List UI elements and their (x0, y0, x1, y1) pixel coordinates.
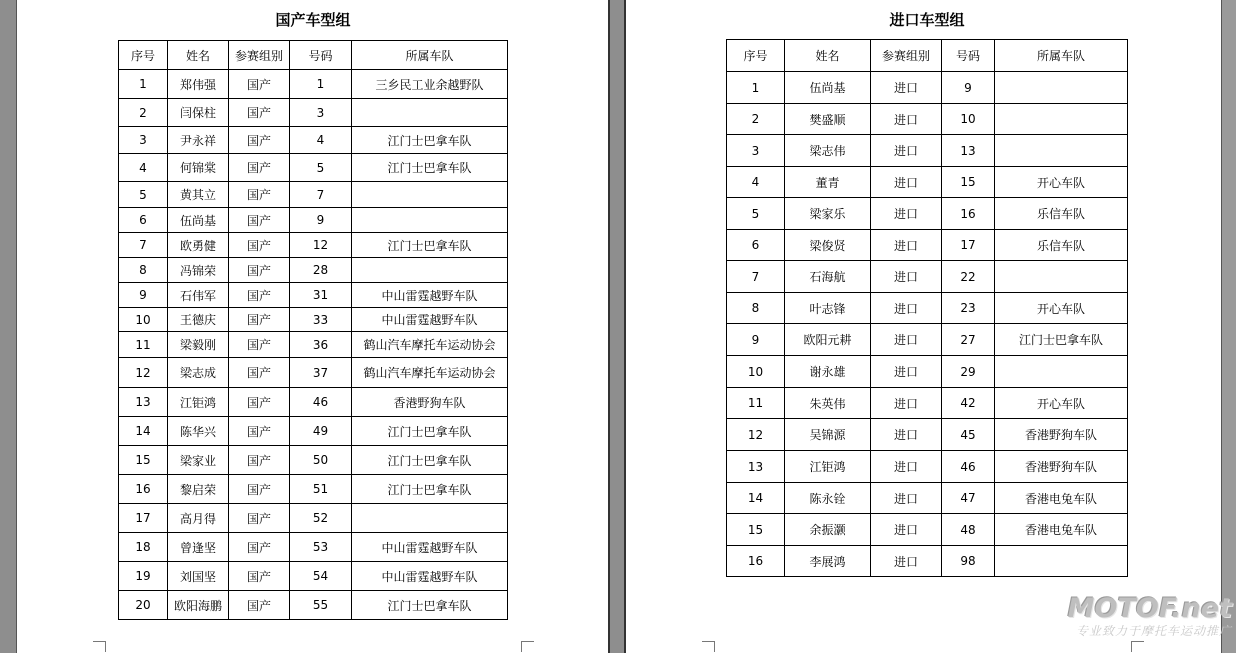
table-row (727, 546, 1128, 577)
cell-group: 进口 (871, 419, 942, 451)
cell-number: 48 (942, 514, 995, 546)
watermark-logo: MOTOF.net (1067, 593, 1232, 624)
cell-index: 16 (727, 546, 785, 577)
table-row (119, 258, 508, 283)
table-row (119, 233, 508, 258)
table-row (727, 514, 1128, 546)
cell-index: 10 (119, 308, 168, 332)
cell-name: 冯锦荣 (168, 258, 229, 283)
cell-number: 9 (290, 208, 352, 233)
cell-name: 尹永祥 (168, 127, 229, 154)
cell-group: 进口 (871, 167, 942, 198)
cell-team: 香港野狗车队 (995, 419, 1128, 451)
cell-name: 李展鸿 (785, 546, 871, 577)
cell-number: 7 (290, 182, 352, 208)
cell-number: 29 (942, 356, 995, 388)
cell-group: 进口 (871, 324, 942, 356)
cell-team (352, 182, 508, 208)
table-row (119, 127, 508, 154)
cell-index: 20 (119, 591, 168, 620)
cell-team: 香港野狗车队 (352, 388, 508, 417)
domestic-group-title: 国产车型组 (275, 11, 351, 29)
cell-group: 国产 (229, 70, 290, 99)
cell-index: 13 (727, 451, 785, 483)
cell-group: 国产 (229, 504, 290, 533)
header-team: 所属车队 (995, 40, 1128, 72)
cell-name: 闫保柱 (168, 99, 229, 127)
domestic-roster-table (118, 40, 508, 620)
cell-team: 中山雷霆越野车队 (352, 308, 508, 332)
table-row (119, 446, 508, 475)
cell-team: 开心车队 (995, 293, 1128, 324)
table-row (727, 230, 1128, 261)
cell-index: 1 (119, 70, 168, 99)
cell-index: 5 (727, 198, 785, 230)
cell-group: 国产 (229, 308, 290, 332)
cell-name: 伍尚基 (168, 208, 229, 233)
cell-index: 18 (119, 533, 168, 562)
crop-mark-left-bottom-right (521, 641, 534, 652)
cell-name: 谢永雄 (785, 356, 871, 388)
cell-team: 开心车队 (995, 167, 1128, 198)
cell-name: 樊盛顺 (785, 104, 871, 135)
cell-team (995, 72, 1128, 104)
cell-name: 石伟军 (168, 283, 229, 308)
table-row (119, 591, 508, 620)
header-index: 序号 (119, 41, 168, 70)
cell-name: 伍尚基 (785, 72, 871, 104)
cell-name: 欧勇健 (168, 233, 229, 258)
table-row (727, 167, 1128, 198)
crop-mark-left-bottom-left (93, 641, 106, 652)
cell-team: 开心车队 (995, 388, 1128, 419)
cell-number: 49 (290, 417, 352, 446)
cell-index: 3 (119, 127, 168, 154)
table-row (119, 358, 508, 388)
cell-index: 9 (727, 324, 785, 356)
cell-name: 陈永铨 (785, 483, 871, 514)
cell-index: 1 (727, 72, 785, 104)
cell-group: 国产 (229, 388, 290, 417)
cell-number: 50 (290, 446, 352, 475)
table-row (727, 451, 1128, 483)
header-team: 所属车队 (352, 41, 508, 70)
cell-name: 梁志伟 (785, 135, 871, 167)
cell-group: 进口 (871, 451, 942, 483)
table-row (119, 475, 508, 504)
cell-group: 国产 (229, 475, 290, 504)
cell-team: 鹤山汽车摩托车运动协会 (352, 358, 508, 388)
table-row (119, 182, 508, 208)
cell-index: 7 (119, 233, 168, 258)
table-row (727, 293, 1128, 324)
cell-number: 9 (942, 72, 995, 104)
cell-team: 香港野狗车队 (995, 451, 1128, 483)
cell-number: 22 (942, 261, 995, 293)
cell-group: 进口 (871, 483, 942, 514)
table-row (119, 388, 508, 417)
table-row (119, 332, 508, 358)
table-row (727, 198, 1128, 230)
cell-number: 12 (290, 233, 352, 258)
cell-number: 55 (290, 591, 352, 620)
cell-index: 11 (119, 332, 168, 358)
cell-group: 进口 (871, 198, 942, 230)
cell-team (352, 208, 508, 233)
cell-number: 33 (290, 308, 352, 332)
cell-group: 国产 (229, 562, 290, 591)
header-group: 参赛组别 (871, 40, 942, 72)
cell-team: 江门士巴拿车队 (352, 233, 508, 258)
cell-index: 12 (727, 419, 785, 451)
cell-name: 梁毅刚 (168, 332, 229, 358)
cell-index: 3 (727, 135, 785, 167)
cell-team: 江门士巴拿车队 (352, 446, 508, 475)
cell-number: 52 (290, 504, 352, 533)
cell-index: 17 (119, 504, 168, 533)
cell-group: 进口 (871, 230, 942, 261)
cell-index: 6 (119, 208, 168, 233)
crop-mark-right-bottom-right (1131, 641, 1144, 652)
cell-team (995, 356, 1128, 388)
cell-index: 12 (119, 358, 168, 388)
cell-number: 16 (942, 198, 995, 230)
cell-number: 10 (942, 104, 995, 135)
table-row (727, 419, 1128, 451)
cell-team: 江门士巴拿车队 (352, 417, 508, 446)
cell-team (352, 504, 508, 533)
cell-name: 叶志锋 (785, 293, 871, 324)
cell-name: 刘国坚 (168, 562, 229, 591)
cell-number: 36 (290, 332, 352, 358)
cell-number: 31 (290, 283, 352, 308)
header-index: 序号 (727, 40, 785, 72)
cell-name: 高月得 (168, 504, 229, 533)
table-row (727, 104, 1128, 135)
cell-team: 江门士巴拿车队 (352, 127, 508, 154)
cell-index: 2 (727, 104, 785, 135)
table-row (119, 504, 508, 533)
table-row (727, 388, 1128, 419)
cell-team: 江门士巴拿车队 (995, 324, 1128, 356)
cell-number: 13 (942, 135, 995, 167)
imported-roster-table (726, 39, 1128, 577)
header-name: 姓名 (168, 41, 229, 70)
cell-group: 进口 (871, 293, 942, 324)
site-watermark (1062, 594, 1232, 638)
cell-group: 国产 (229, 417, 290, 446)
cell-name: 何锦棠 (168, 154, 229, 182)
cell-index: 13 (119, 388, 168, 417)
cell-team: 中山雷霆越野车队 (352, 562, 508, 591)
cell-number: 3 (290, 99, 352, 127)
cell-group: 进口 (871, 261, 942, 293)
cell-group: 国产 (229, 99, 290, 127)
cell-group: 国产 (229, 182, 290, 208)
cell-group: 国产 (229, 283, 290, 308)
cell-index: 14 (119, 417, 168, 446)
cell-name: 石海航 (785, 261, 871, 293)
table-row (727, 483, 1128, 514)
cell-number: 42 (942, 388, 995, 419)
cell-name: 欧阳元耕 (785, 324, 871, 356)
cell-team: 三乡民工业余越野队 (352, 70, 508, 99)
cell-number: 27 (942, 324, 995, 356)
table-row (727, 356, 1128, 388)
cell-group: 国产 (229, 154, 290, 182)
imported-group-title: 进口车型组 (889, 11, 965, 29)
cell-index: 15 (727, 514, 785, 546)
cell-group: 进口 (871, 135, 942, 167)
cell-index: 15 (119, 446, 168, 475)
cell-team (352, 99, 508, 127)
cell-team: 鹤山汽车摩托车运动协会 (352, 332, 508, 358)
header-number: 号码 (290, 41, 352, 70)
cell-name: 余振灏 (785, 514, 871, 546)
header-group: 参赛组别 (229, 41, 290, 70)
table-row (119, 70, 508, 99)
cell-name: 吴锦源 (785, 419, 871, 451)
cell-team (995, 135, 1128, 167)
viewer-right-margin (1222, 0, 1236, 653)
cell-group: 进口 (871, 514, 942, 546)
header-name: 姓名 (785, 40, 871, 72)
table-row (727, 324, 1128, 356)
cell-group: 国产 (229, 533, 290, 562)
cell-name: 王德庆 (168, 308, 229, 332)
cell-group: 国产 (229, 258, 290, 283)
cell-group: 国产 (229, 591, 290, 620)
table-row (119, 562, 508, 591)
cell-number: 98 (942, 546, 995, 577)
cell-number: 5 (290, 154, 352, 182)
cell-team: 乐信车队 (995, 198, 1128, 230)
cell-index: 8 (727, 293, 785, 324)
cell-group: 进口 (871, 546, 942, 577)
cell-number: 46 (290, 388, 352, 417)
cell-group: 进口 (871, 72, 942, 104)
cell-number: 46 (942, 451, 995, 483)
cell-index: 9 (119, 283, 168, 308)
cell-number: 53 (290, 533, 352, 562)
cell-name: 董青 (785, 167, 871, 198)
cell-group: 国产 (229, 446, 290, 475)
cell-name: 江钜鸿 (168, 388, 229, 417)
cell-number: 1 (290, 70, 352, 99)
cell-number: 15 (942, 167, 995, 198)
cell-number: 17 (942, 230, 995, 261)
cell-number: 54 (290, 562, 352, 591)
header-number: 号码 (942, 40, 995, 72)
table-row (119, 283, 508, 308)
cell-index: 7 (727, 261, 785, 293)
cell-team (995, 261, 1128, 293)
cell-name: 曾逢坚 (168, 533, 229, 562)
table-row (119, 417, 508, 446)
cell-team (352, 258, 508, 283)
cell-team: 香港电兔车队 (995, 483, 1128, 514)
cell-number: 28 (290, 258, 352, 283)
cell-name: 江钜鸿 (785, 451, 871, 483)
cell-team: 香港电兔车队 (995, 514, 1128, 546)
cell-index: 16 (119, 475, 168, 504)
cell-name: 梁俊贤 (785, 230, 871, 261)
cell-name: 陈华兴 (168, 417, 229, 446)
cell-name: 朱英伟 (785, 388, 871, 419)
cell-name: 欧阳海鹏 (168, 591, 229, 620)
cell-name: 梁家业 (168, 446, 229, 475)
cell-group: 进口 (871, 104, 942, 135)
cell-index: 19 (119, 562, 168, 591)
cell-number: 51 (290, 475, 352, 504)
cell-number: 37 (290, 358, 352, 388)
cell-index: 4 (119, 154, 168, 182)
cell-number: 4 (290, 127, 352, 154)
cell-name: 郑伟强 (168, 70, 229, 99)
cell-team: 乐信车队 (995, 230, 1128, 261)
cell-index: 14 (727, 483, 785, 514)
cell-number: 23 (942, 293, 995, 324)
cell-name: 梁家乐 (785, 198, 871, 230)
cell-name: 梁志成 (168, 358, 229, 388)
table-row (727, 261, 1128, 293)
cell-group: 国产 (229, 358, 290, 388)
cell-group: 国产 (229, 233, 290, 258)
cell-group: 进口 (871, 356, 942, 388)
table-row (119, 208, 508, 233)
table-row (727, 135, 1128, 167)
cell-number: 47 (942, 483, 995, 514)
cell-name: 黄其立 (168, 182, 229, 208)
cell-index: 8 (119, 258, 168, 283)
watermark-slogan: 专业致力于摩托车运动推广 (1075, 624, 1232, 638)
cell-team: 中山雷霆越野车队 (352, 533, 508, 562)
table-row (727, 72, 1128, 104)
cell-group: 国产 (229, 208, 290, 233)
cell-team (995, 546, 1128, 577)
cell-team: 江门士巴拿车队 (352, 154, 508, 182)
table-row (119, 154, 508, 182)
cell-index: 10 (727, 356, 785, 388)
cell-group: 国产 (229, 332, 290, 358)
cell-index: 11 (727, 388, 785, 419)
table-row (119, 533, 508, 562)
cell-index: 4 (727, 167, 785, 198)
cell-index: 2 (119, 99, 168, 127)
cell-index: 5 (119, 182, 168, 208)
table-row (119, 308, 508, 332)
cell-team: 江门士巴拿车队 (352, 591, 508, 620)
cell-team: 中山雷霆越野车队 (352, 283, 508, 308)
cell-team (995, 104, 1128, 135)
cell-group: 进口 (871, 388, 942, 419)
cell-team: 江门士巴拿车队 (352, 475, 508, 504)
cell-number: 45 (942, 419, 995, 451)
cell-name: 黎启荣 (168, 475, 229, 504)
cell-index: 6 (727, 230, 785, 261)
table-row (119, 99, 508, 127)
crop-mark-right-bottom-left (702, 641, 715, 652)
cell-group: 国产 (229, 127, 290, 154)
